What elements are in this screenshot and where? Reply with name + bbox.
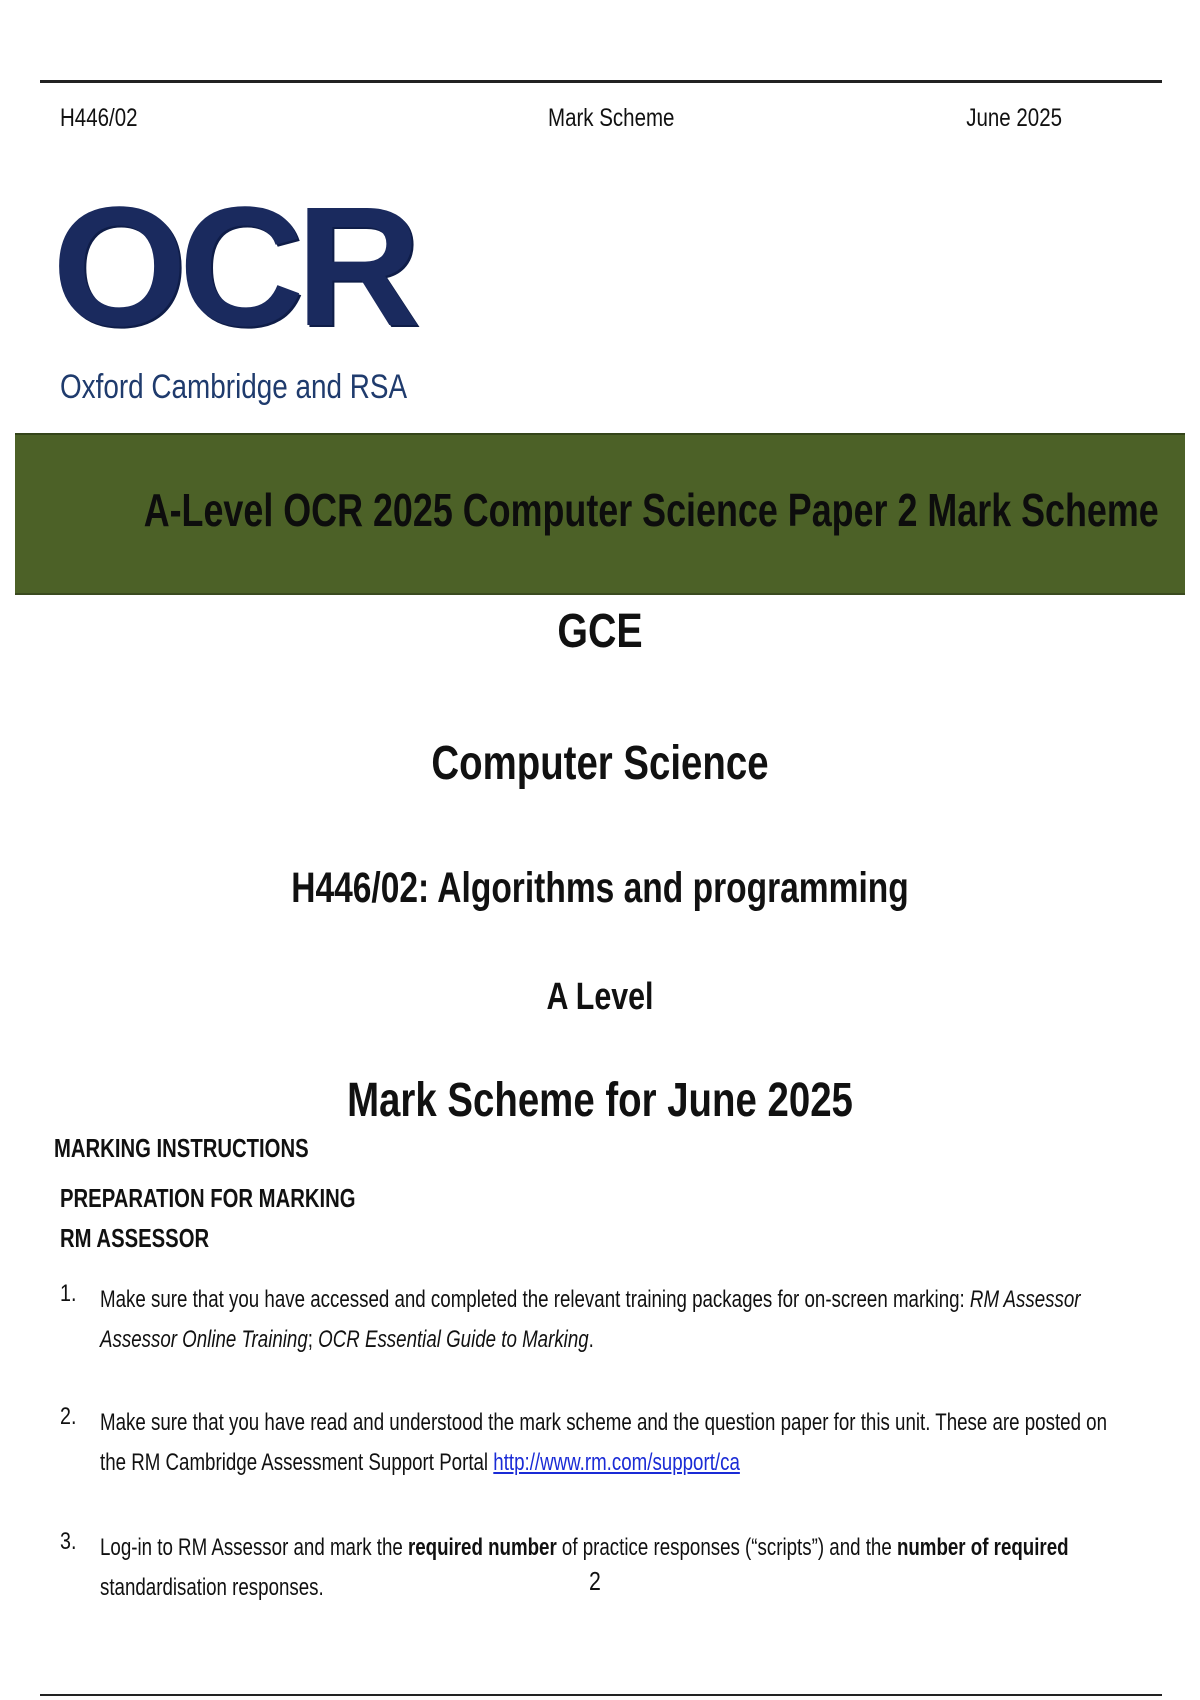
header-title: Mark Scheme [548,104,675,132]
item-text-part: Log-in to RM Assessor and mark the [100,1534,408,1561]
preparation-heading: PREPARATION FOR MARKING [60,1183,356,1213]
training-name: RM Assessor Assessor Online Training [100,1286,1081,1353]
header-code: H446/02 [60,104,138,132]
item-text [100,1280,1137,1360]
title-banner [15,433,1185,595]
guide-name: OCR Essential Guide to Marking [318,1326,589,1353]
item-text-part: ; [307,1326,319,1353]
item-text-part: Make sure that you have accessed and completed the relevant training packages for on-screen marking: [100,1286,970,1313]
page-number: 2 [589,1566,601,1596]
top-rule [40,80,1162,83]
item-text-part: Make sure that you have read and understood the mark scheme and the question paper for this unit. These are posted on the RM Cambridge Assessment Support Portal [100,1409,1108,1476]
rm-assessor-heading: RM ASSESSOR [60,1223,210,1253]
ocr-logo-subtitle: Oxford Cambridge and RSA [60,368,408,406]
unit-heading: H446/02: Algorithms and programming [291,864,909,912]
marking-instructions-heading: MARKING INSTRUCTIONS [54,1133,309,1163]
item-text-part: standardisation responses. [100,1574,324,1601]
qualification-heading: GCE [557,605,643,658]
mark-scheme-heading: Mark Scheme for June 2025 [347,1074,853,1127]
ocr-logo [52,172,413,412]
subject-heading: Computer Science [431,737,769,790]
item-text [100,1528,1137,1608]
item-text-bold: required number [407,1534,557,1561]
bottom-rule [40,1694,1162,1696]
item-number: 1. [60,1280,77,1307]
ocr-logo-wordmark: OCR [52,172,413,362]
item-text-bold: number of required [896,1534,1069,1561]
item-number: 3. [60,1528,77,1555]
header-date: June 2025 [966,104,1062,132]
banner-title: A-Level OCR 2025 Computer Science Paper 2 Mark Scheme [143,484,1159,536]
item-text [100,1403,1137,1483]
item-text-part: of practice responses (“scripts”) and the [556,1534,897,1561]
item-text-part: . [588,1326,594,1353]
item-number: 2. [60,1403,77,1430]
support-portal-link[interactable]: http://www.rm.com/support/ca [493,1449,740,1476]
level-heading: A Level [546,976,654,1018]
